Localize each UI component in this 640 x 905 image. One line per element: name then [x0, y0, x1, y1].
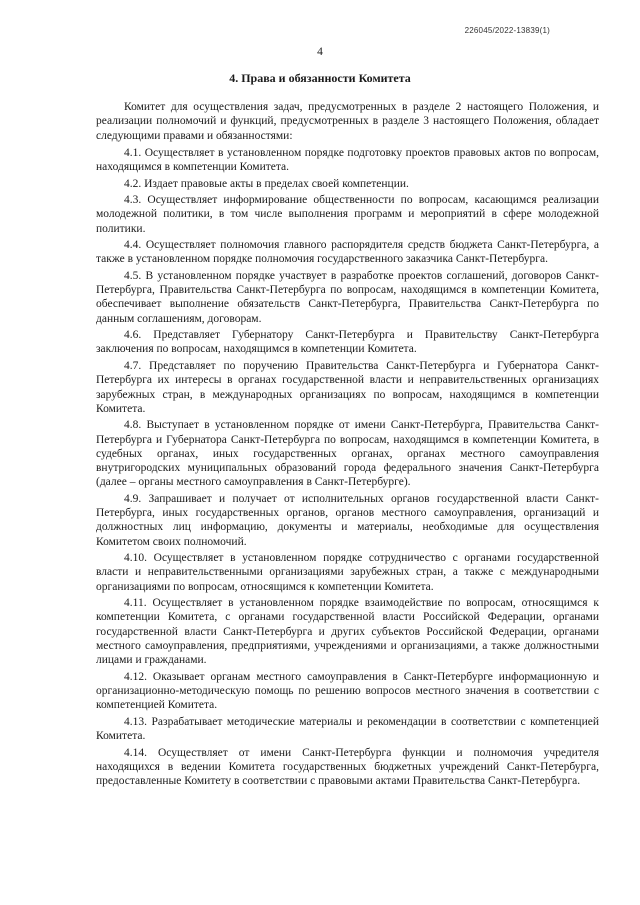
- clause-4-8: 4.8. Выступает в установленном порядке от имени Санкт-Петербурга, Правительства Санкт-Петербурга и Губернатора Санкт-Петербурга по вопросам, находящимся в компетенции Комитета, в судебных органах, иных государственных органах, органах местного самоуправления внутригородских муниципальных образований города федерального значения Санкт-Петербурга (далее – органы местного самоуправления в Санкт-Петербурге).: [96, 419, 599, 489]
- page-number: 4: [317, 46, 323, 58]
- clause-4-12: 4.12. Оказывает органам местного самоуправления в Санкт-Петербурге информационную и организационно-методическую помощь по решению вопросов местного значения в соответствии с компетенцией Комитета.: [96, 670, 599, 712]
- clause-4-14: 4.14. Осуществляет от имени Санкт-Петербурга функции и полномочия учредителя находящихся в ведении Комитета государственных бюджетных учреждений Санкт-Петербурга, предоставленные Комитету в соответствии с правовыми актами Правительства Санкт-Петербурга.: [96, 746, 599, 788]
- clause-4-10: 4.10. Осуществляет в установленном порядке сотрудничество с органами государственной власти и неправительственными организациями зарубежных стран, а также с международными организациями по вопросам, относящимся к компетенции Комитета.: [96, 552, 599, 593]
- clause-4-9: 4.9. Запрашивает и получает от исполнительных органов государственной власти Санкт-Петербурга, иных государственных органов, органов местного самоуправления, организаций и должностных лиц информацию, документы и материалы, необходимые для осуществления Комитетом своих полномочий.: [96, 492, 599, 548]
- section-title: 4. Права и обязанности Комитета: [229, 71, 411, 85]
- clause-4-7: 4.7. Представляет по поручению Правительства Санкт-Петербурга и Губернатора Санкт-Петербурга их интересы в органах государственной власти и неправительственных организациях зарубежных стран, в международных организациях по вопросам, находящимся в компетенции Комитета.: [96, 360, 599, 415]
- document-id: 226045/2022-13839(1): [464, 26, 550, 35]
- clause-4-1: 4.1. Осуществляет в установленном порядке подготовку проектов правовых актов по вопросам, находящимся в компетенции Комитета.: [96, 146, 599, 173]
- clause-4-6: 4.6. Представляет Губернатору Санкт-Петербурга и Правительству Санкт-Петербурга заключения по вопросам, находящимся в компетенции Комитета.: [96, 329, 599, 356]
- document-body: [96, 100, 599, 791]
- intro-paragraph: Комитет для осуществления задач, предусмотренных в разделе 2 настоящего Положения, и реализации полномочий и функций, предусмотренных в разделе 3 настоящего Положения, обладает следующими правами и обязанностями:: [96, 101, 599, 142]
- clause-4-3: 4.3. Осуществляет информирование общественности по вопросам, касающимся реализации молодежной политики, в том числе выполнения программ и мероприятий в сфере молодежной политики.: [96, 194, 599, 235]
- clause-4-11: 4.11. Осуществляет в установленном порядке взаимодействие по вопросам, относящимся к компетенции Комитета, с органами государственной власти Российской Федерации, органами государственной власти Санкт-Петербурга и других субъектов Российской Федерации, органами местного самоуправления, предприятиями, учреждениями и организациями, а также должностными лицами и гражданами.: [96, 597, 599, 667]
- clause-4-4: 4.4. Осуществляет полномочия главного распорядителя средств бюджета Санкт-Петербурга, а также в установленном порядке полномочия государственного заказчика Санкт-Петербурга.: [96, 239, 599, 266]
- clause-4-2: 4.2. Издает правовые акты в пределах своей компетенции.: [124, 177, 409, 190]
- clause-4-5: 4.5. В установленном порядке участвует в разработке проектов соглашений, договоров Санкт-Петербурга, Правительства Санкт-Петербурга по вопросам, находящимся в компетенции Комитета, обеспечивает выполнение обязательств Санкт-Петербурга, Правительства Санкт-Петербурга по данным соглашениям, договорам.: [96, 269, 599, 325]
- clause-4-13: 4.13. Разрабатывает методические материалы и рекомендации в соответствии с компетенцией Комитета.: [96, 715, 599, 743]
